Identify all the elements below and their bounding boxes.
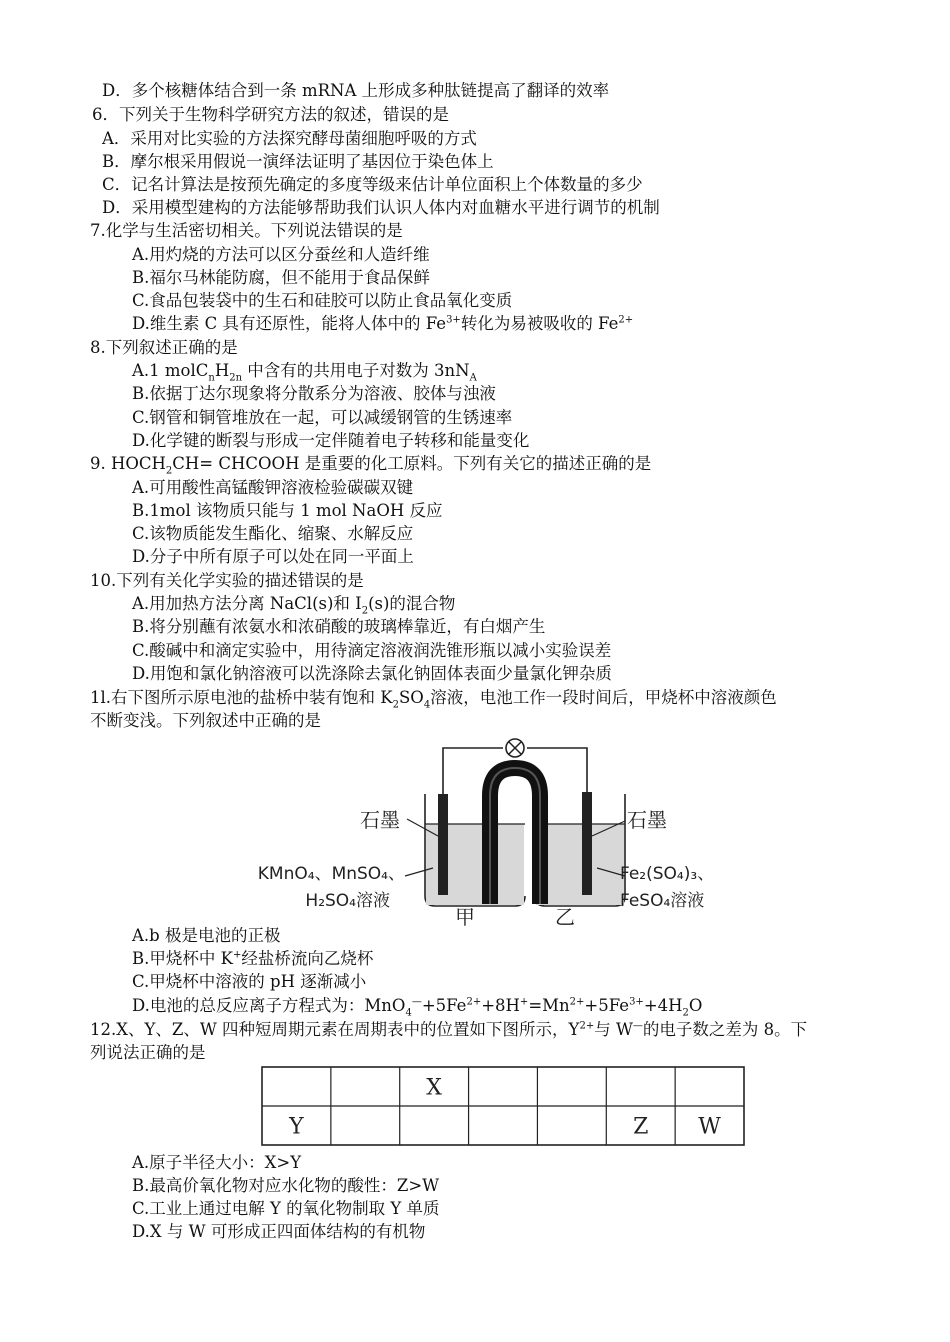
q11-stem-cont: 不断变浅。下列叙述中正确的是 <box>90 711 321 730</box>
right-solution-label-1: Fe₂(SO₄)₃、 <box>620 864 715 884</box>
left-electrode-label: 石墨 <box>360 808 400 832</box>
q7-option-a: A.用灼烧的方法可以区分蚕丝和人造纤维 <box>132 245 430 264</box>
q10-option-c: C.酸碱中和滴定实验中，用待滴定溶液润洗锥形瓶以减小实验误差 <box>132 641 612 660</box>
right-beaker-label: 乙 <box>555 905 575 926</box>
q10-option-b: B.将分别蘸有浓氨水和浓硝酸的玻璃棒靠近，有白烟产生 <box>132 617 546 636</box>
q5-option-d: D．多个核糖体结合到一条 mRNA 上形成多种肽链提高了翻译的效率 <box>102 81 610 100</box>
q6-option-a: A．采用对比实验的方法探究酵母菌细胞呼吸的方式 <box>102 129 477 148</box>
q12-stem-cont: 列说法正确的是 <box>90 1043 206 1062</box>
q9-option-a: A.可用酸性高锰酸钾溶液检验碳碳双键 <box>132 478 414 497</box>
q6-stem: 6．下列关于生物科学研究方法的叙述，错误的是 <box>92 105 449 124</box>
left-solution-label-2: H₂SO₄溶液 <box>305 891 390 911</box>
left-solution-label-1: KMnO₄、MnSO₄、 <box>257 864 405 884</box>
pole-a-label: a <box>438 802 450 823</box>
right-electrode-label: 石墨 <box>627 808 667 832</box>
q10-option-a: A.用加热方法分离 NaCl(s)和 $I_2(s)$的混合物 <box>132 594 456 617</box>
galvanic-cell-diagram <box>215 736 735 926</box>
q11-option-c: C.甲烧杯中溶液的 pH 逐渐减小 <box>132 972 367 991</box>
q10-stem: 10.下列有关化学实验的描述错误的是 <box>90 571 364 590</box>
q11-option-d: D.电池的总反应离子方程式为：$MnO_4^—+5Fe^{2+}+8H^+=Mn^{2+}+5Fe^{3+}+4H_2O$ <box>132 996 703 1019</box>
q11-stem: 1l.右下图所示原电池的盐桥中装有饱和 $K_2SO_4$溶液，电池工作一段时间后，甲烧杯中溶液颜色 <box>90 688 777 711</box>
q7-stem: 7.化学与生活密切相关。下列说法错误的是 <box>90 221 403 240</box>
q12-option-d: D.X 与 W 可形成正四面体结构的有机物 <box>132 1222 426 1241</box>
element-cell-z: Z <box>633 1114 649 1140</box>
q7-option-d: D.维生素 C 具有还原性，能将人体中的 $Fe^{3+}$转化为易被吸收的 $Fe^{2+}$ <box>132 314 634 333</box>
q11-option-b: B.甲烧杯中 K+经盐桥流向乙烧杯 <box>132 949 374 968</box>
q6-option-b: B．摩尔根采用假说一演绎法证明了基因位于染色体上 <box>102 152 494 171</box>
q6-option-c: C．记名计算法是按预先确定的多度等级来估计单位面积上个体数量的多少 <box>102 175 643 194</box>
q8-stem: 8.下列叙述正确的是 <box>90 338 238 357</box>
q9-stem: 9. $HOCH_2CH=$ CHCOOH 是重要的化工原料。下列有关它的描述正确的是 <box>90 454 652 477</box>
left-beaker-label: 甲 <box>455 905 475 926</box>
q9-option-b: B.1mol 该物质只能与 1 mol NaOH 反应 <box>132 501 443 520</box>
q8-option-d: D.化学键的断裂与形成一定伴随着电子转移和能量变化 <box>132 431 530 450</box>
q12-stem: 12.X、Y、Z、W 四种短周期元素在周期表中的位置如下图所示，$Y^{2+}$与 W—的电子数之差为 8。下 <box>90 1020 808 1039</box>
q6-option-d: D．采用模型建构的方法能够帮助我们认识人体内对血糖水平进行调节的机制 <box>102 198 660 217</box>
q7-option-c: C.食品包装袋中的生石和硅胶可以防止食品氧化变质 <box>132 291 513 310</box>
q8-option-b: B.依据丁达尔现象将分散系分为溶液、胶体与浊液 <box>132 384 496 403</box>
q9-option-d: D.分子中所有原子可以处在同一平面上 <box>132 547 414 566</box>
element-cell-y: Y <box>289 1114 304 1140</box>
q9-option-c: C.该物质能发生酯化、缩聚、水解反应 <box>132 524 414 543</box>
q10-option-d: D.用饱和氯化钠溶液可以洗涤除去氯化钠固体表面少量氯化钾杂质 <box>132 664 612 683</box>
q8-option-a: A.1 $molC_nH_{2n}$ 中含有的共用电子对数为 $3nN_A$ <box>132 361 477 384</box>
periodic-table-fragment <box>261 1066 745 1146</box>
element-cell-x: X <box>426 1075 442 1101</box>
right-solution-label-2: FeSO₄溶液 <box>620 891 705 911</box>
q12-option-b: B.最高价氧化物对应水化物的酸性：Z>W <box>132 1176 440 1195</box>
q8-option-c: C.钢管和铜管堆放在一起，可以减缓钢管的生锈速率 <box>132 408 513 427</box>
element-cell-w: W <box>698 1114 721 1140</box>
q12-option-c: C.工业上通过电解 Y 的氧化物制取 Y 单质 <box>132 1199 440 1218</box>
q11-option-a: A.b 极是电池的正极 <box>132 926 281 945</box>
pole-b-label: b <box>581 800 593 821</box>
q12-option-a: A.原子半径大小：X>Y <box>132 1153 302 1172</box>
q7-option-b: B.福尔马林能防腐，但不能用于食品保鲜 <box>132 268 430 287</box>
